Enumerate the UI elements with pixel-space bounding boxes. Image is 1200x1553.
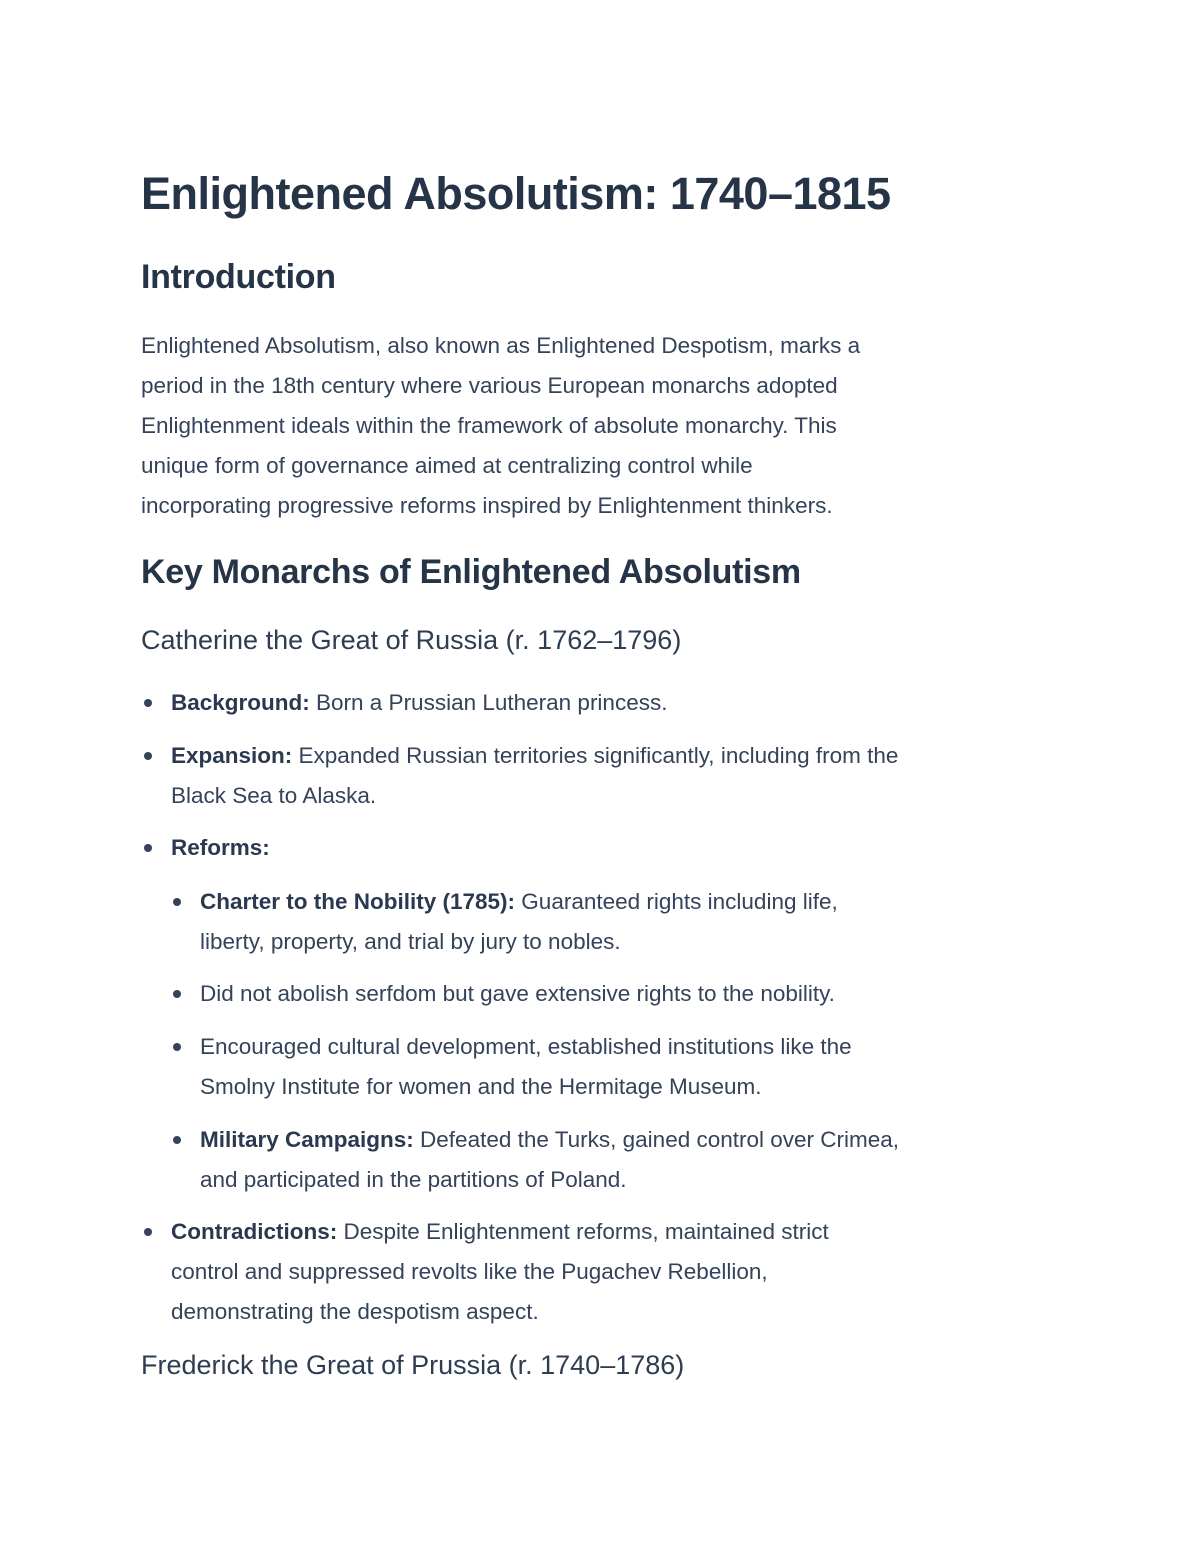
list-item-expansion: [171, 736, 898, 816]
item-text: Expanded Russian territories significantly, including from the: [292, 743, 899, 768]
item-text: Born a Prussian Lutheran princess.: [309, 690, 668, 715]
page-title: Enlightened Absolutism: 1740–1815: [141, 168, 891, 219]
item-label: Military Campaigns:: [200, 1127, 414, 1152]
bullet-icon: [173, 1043, 181, 1051]
sub-item-culture: [200, 1027, 852, 1107]
item-text: Encouraged cultural development, established institutions like the: [200, 1034, 852, 1059]
sub-item-military: [200, 1120, 899, 1200]
paragraph-line: Enlightened Absolutism, also known as Enlightened Despotism, marks a: [141, 333, 861, 358]
bullet-icon: [173, 1136, 181, 1144]
item-label: Contradictions:: [171, 1219, 338, 1244]
item-label: Background:: [171, 690, 310, 715]
item-label: Reforms:: [171, 835, 270, 860]
bullet-icon: [173, 898, 181, 906]
introduction-paragraph: [141, 326, 1061, 526]
item-text: liberty, property, and trial by jury to nobles.: [200, 929, 621, 954]
sub-item-serfdom: [200, 974, 835, 1014]
bullet-icon: [144, 844, 152, 852]
paragraph-line: unique form of governance aimed at centralizing control while: [141, 453, 753, 478]
bullet-icon: [173, 990, 181, 998]
introduction-heading: Introduction: [141, 258, 336, 296]
key-monarchs-heading: Key Monarchs of Enlightened Absolutism: [141, 553, 801, 591]
sub-item-charter: [200, 882, 838, 962]
item-label: Charter to the Nobility (1785):: [200, 889, 516, 914]
item-text: Defeated the Turks, gained control over Crimea,: [413, 1127, 900, 1152]
item-text: demonstrating the despotism aspect.: [171, 1299, 539, 1324]
list-item-contradictions: [171, 1212, 829, 1332]
paragraph-line: period in the 18th century where various European monarchs adopted: [141, 373, 838, 398]
item-text: Despite Enlightenment reforms, maintained strict: [337, 1219, 829, 1244]
item-text: Guaranteed rights including life,: [515, 889, 838, 914]
item-label: Expansion:: [171, 743, 293, 768]
item-text: Black Sea to Alaska.: [171, 783, 377, 808]
item-text: and participated in the partitions of Poland.: [200, 1167, 627, 1192]
list-item-background: [171, 683, 667, 723]
catherine-heading: Catherine the Great of Russia (r. 1762–1796): [141, 625, 682, 655]
paragraph-line: Enlightenment ideals within the framework of absolute monarchy. This: [141, 413, 837, 438]
list-item-reforms: [171, 828, 270, 868]
frederick-heading: Frederick the Great of Prussia (r. 1740–1786): [141, 1350, 685, 1380]
bullet-icon: [144, 699, 152, 707]
paragraph-line: incorporating progressive reforms inspired by Enlightenment thinkers.: [141, 493, 833, 518]
bullet-icon: [144, 1228, 152, 1236]
item-text: control and suppressed revolts like the Pugachev Rebellion,: [171, 1259, 768, 1284]
bullet-icon: [144, 752, 152, 760]
item-text: Did not abolish serfdom but gave extensive rights to the nobility.: [200, 981, 835, 1006]
item-text: Smolny Institute for women and the Hermitage Museum.: [200, 1074, 762, 1099]
